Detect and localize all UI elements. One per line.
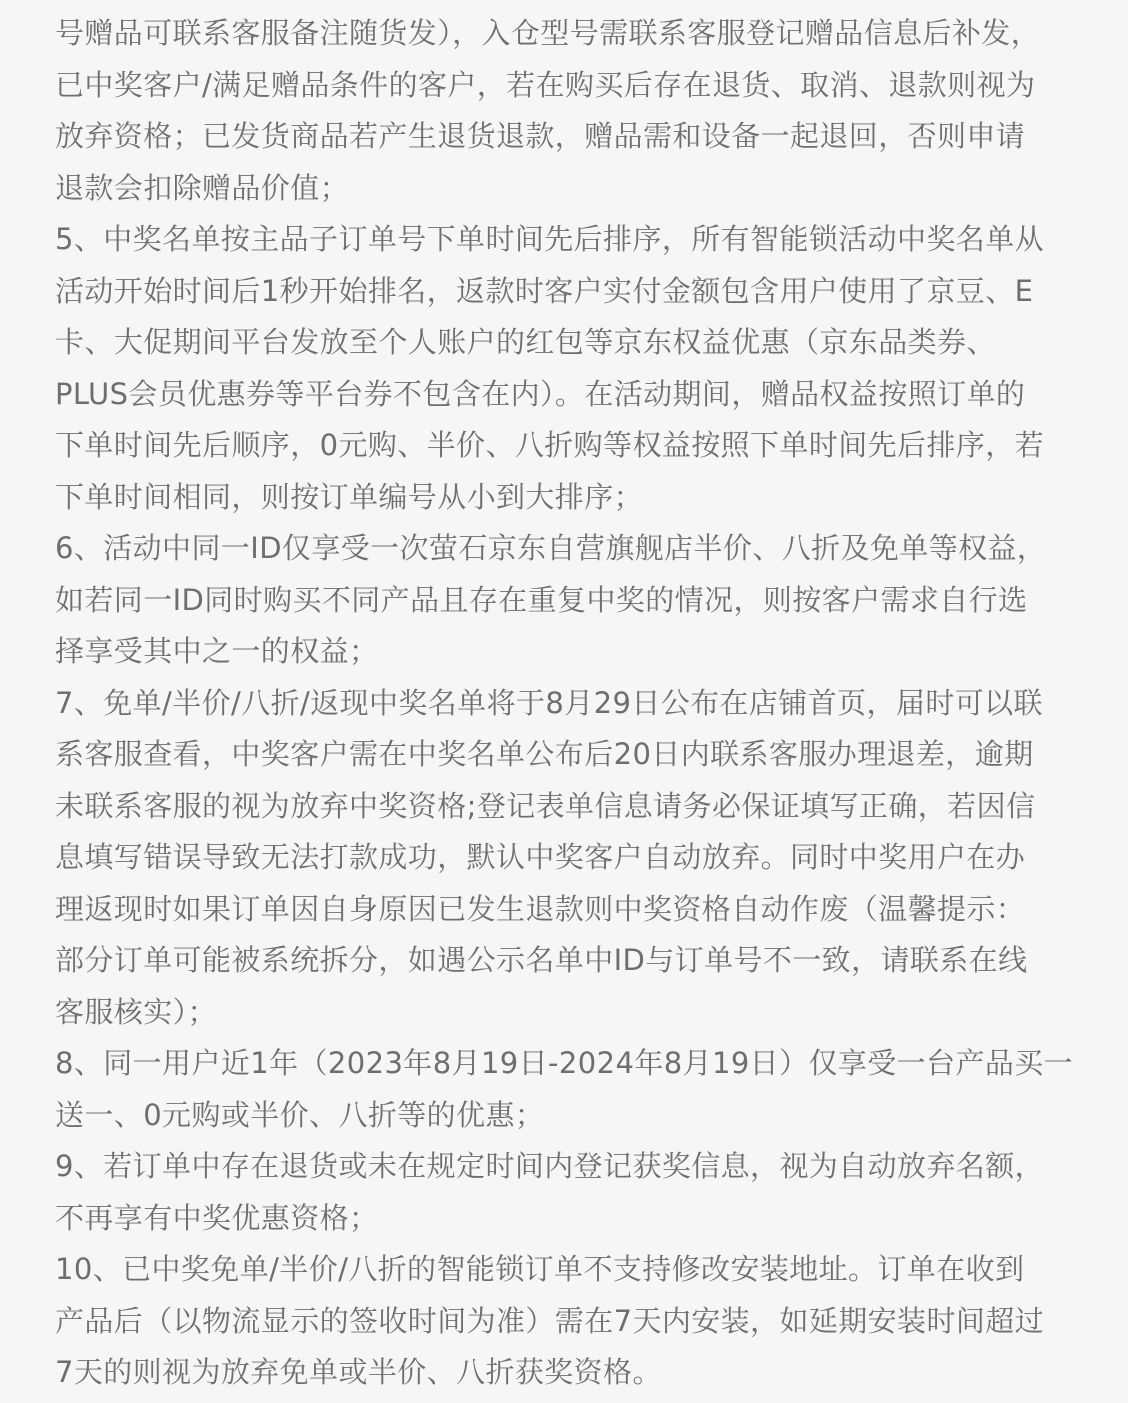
rules-line: 客服核实）； xyxy=(55,994,217,1029)
rules-line: 7天的则视为放弃免单或半价、八折获奖资格。 xyxy=(55,1355,662,1389)
rules-line: 未联系客服的视为放弃中奖资格;登记表单信息请务必保证填写正确，若因信 xyxy=(55,788,1036,823)
rules-line: 7、免单/半价/八折/返现中奖名单将于8月29日公布在店铺首页，届时可以联 xyxy=(55,685,1043,720)
rules-line: 活动开始时间后1秒开始排名，返款时客户实付金额包含用户使用了京豆、E xyxy=(55,273,1034,308)
rules-line: 部分订单可能被系统拆分，如遇公示名单中ID与订单号不一致，请联系在线 xyxy=(55,943,1028,977)
rules-line: 理返现时如果订单因自身原因已发生退款则中奖资格自动作废（温馨提示： xyxy=(55,891,1026,926)
rules-line: 6、活动中同一ID仅享受一次萤石京东自营旗舰店半价、八折及免单等权益， xyxy=(55,531,1047,565)
rules-line: 不再享有中奖优惠资格； xyxy=(55,1200,379,1235)
rules-line: 系客服查看，中奖客户需在中奖名单公布后20日内联系客服办理退差，逾期 xyxy=(55,737,1034,771)
rules-line: 9、若订单中存在退货或未在规定时间内登记获奖信息，视为自动放弃名额， xyxy=(55,1149,1045,1183)
rules-line: 下单时间相同，则按订单编号从小到大排序； xyxy=(55,479,644,514)
rules-line: 10、已中奖免单/半价/八折的智能锁订单不支持修改安装地址。订单在收到 xyxy=(55,1252,1025,1286)
rules-line: 5、中奖名单按主品子订单号下单时间先后排序，所有智能锁活动中奖名单从 xyxy=(55,222,1045,256)
rules-line: 已中奖客户/满足赠品条件的客户，若在购买后存在退货、取消、退款则视为 xyxy=(55,67,1036,102)
rules-line: 放弃资格；已发货商品若产生退货退款，赠品需和设备一起退回，否则申请 xyxy=(55,119,1026,153)
rules-line: 8、同一用户近1年（2023年8月19日-2024年8月19日）仅享受一台产品买一 xyxy=(55,1046,1074,1080)
rules-line: 产品后（以物流显示的签收时间为准）需在7天内安装，如延期安装时间超过 xyxy=(55,1303,1045,1338)
rules-line: 下单时间先后顺序，0元购、半价、八折购等权益按照下单时间先后排序，若 xyxy=(55,428,1045,462)
rules-line: 退款会扣除赠品价值； xyxy=(55,170,350,205)
rules-line: 送一、0元购或半价、八折等的优惠； xyxy=(55,1097,545,1132)
rules-line: 卡、大促期间平台发放至个人账户的红包等京东权益优惠（京东品类券、 xyxy=(55,325,996,359)
rules-line: PLUS会员优惠券等平台券不包含在内）。在活动期间，赠品权益按照订单的 xyxy=(55,376,1026,411)
rules-line: 择享受其中之一的权益； xyxy=(55,634,379,668)
rules-line: 号赠品可联系客服备注随货发），入仓型号需联系客服登记赠品信息后补发， xyxy=(55,16,1041,50)
rules-text-block xyxy=(55,8,1080,1399)
rules-line: 息填写错误导致无法打款成功，默认中奖客户自动放弃。同时中奖用户在办 xyxy=(55,840,1026,874)
rules-line: 如若同一ID同时购买不同产品且存在重复中奖的情况，则按客户需求自行选 xyxy=(55,582,1028,617)
